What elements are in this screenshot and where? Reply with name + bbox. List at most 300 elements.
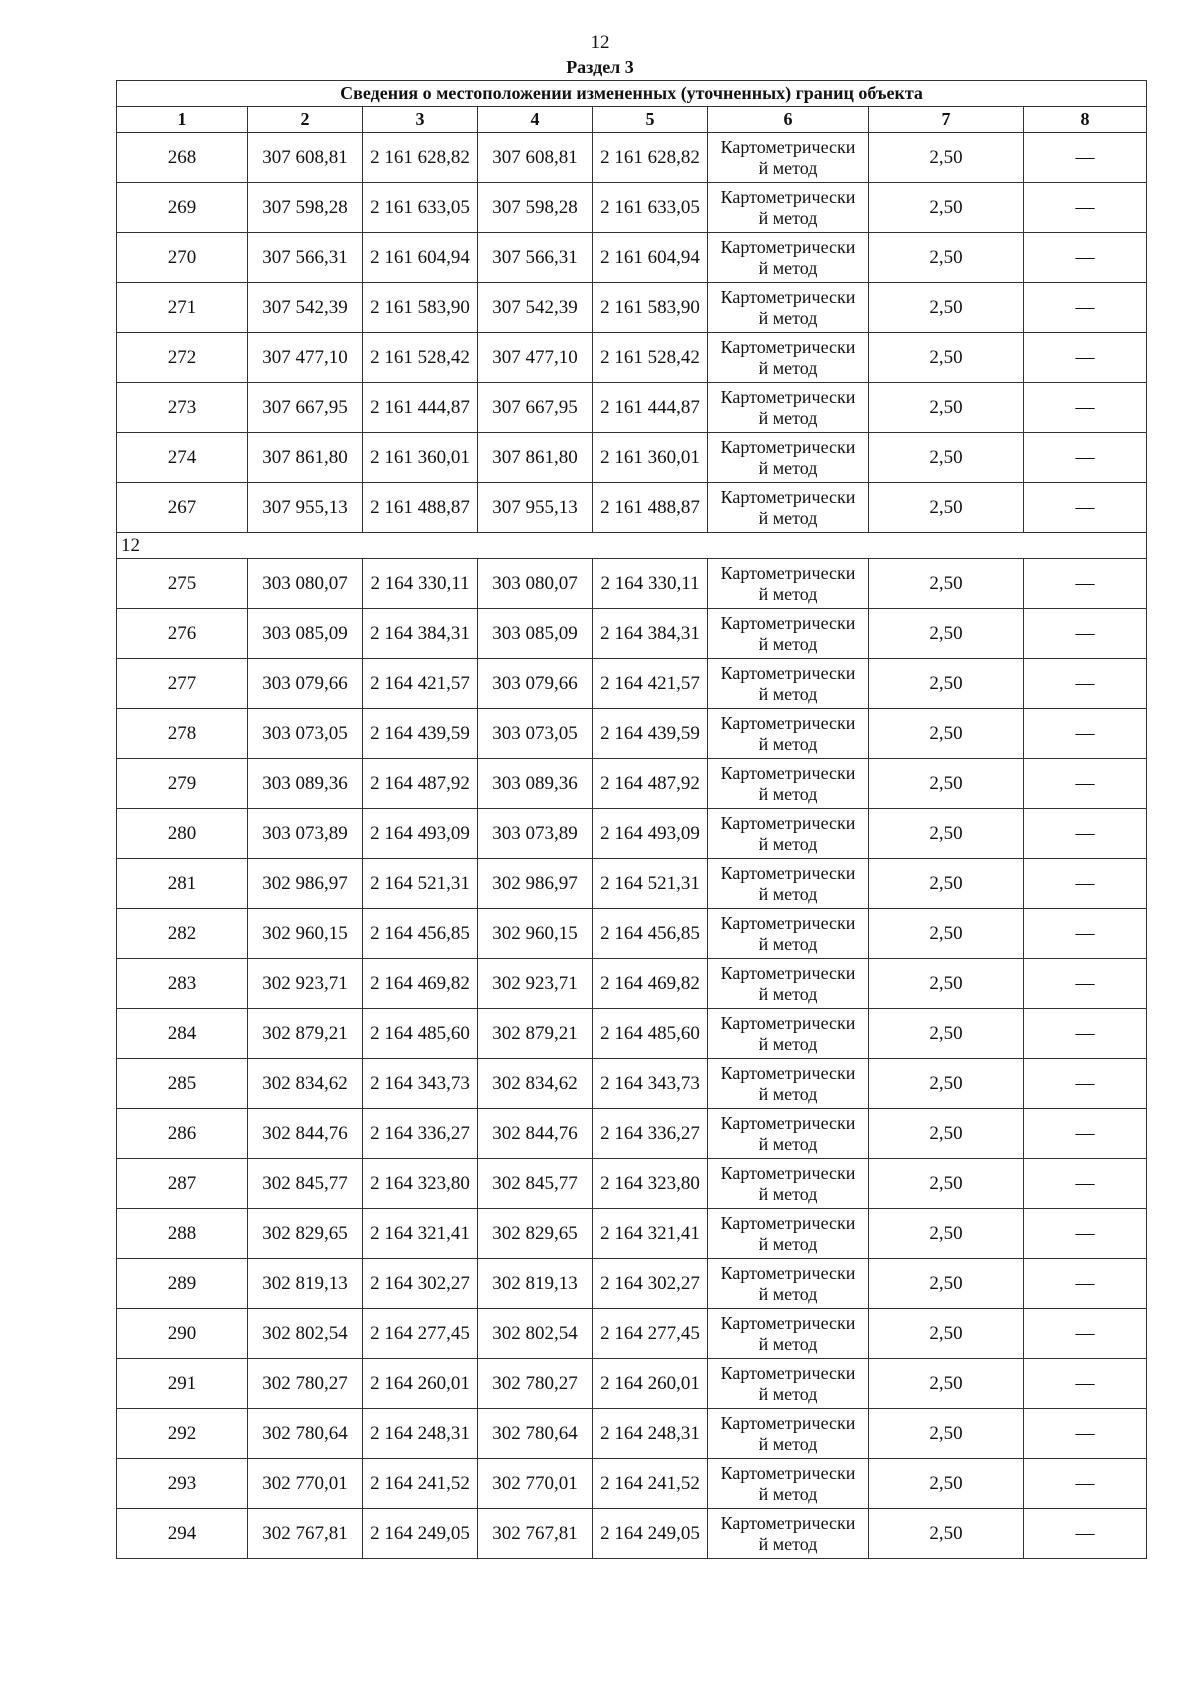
- y-new-cell: 2 164 321,41: [593, 1209, 708, 1259]
- x-new-cell: 302 879,21: [478, 1009, 593, 1059]
- y-old-cell: 2 161 488,87: [363, 483, 478, 533]
- accuracy-cell: 2,50: [869, 1459, 1024, 1509]
- x-new-cell: 307 598,28: [478, 183, 593, 233]
- method-cell: [708, 1009, 869, 1059]
- method-cell: [708, 333, 869, 383]
- point-number-cell: 270: [117, 233, 248, 283]
- method-cell: [708, 383, 869, 433]
- table-row: [117, 283, 1147, 333]
- method-cell: [708, 283, 869, 333]
- method-line: й метод: [758, 683, 818, 704]
- x-old-cell: 302 845,77: [248, 1159, 363, 1209]
- x-new-cell: 307 667,95: [478, 383, 593, 433]
- table-row: [117, 333, 1147, 383]
- x-new-cell: 302 923,71: [478, 959, 593, 1009]
- method-line: Картометрически: [720, 1412, 856, 1433]
- y-old-cell: 2 164 493,09: [363, 809, 478, 859]
- point-number-cell: 284: [117, 1009, 248, 1059]
- table-row: [117, 709, 1147, 759]
- method-line: й метод: [758, 1433, 818, 1454]
- y-new-cell: 2 164 336,27: [593, 1109, 708, 1159]
- y-old-cell: 2 164 302,27: [363, 1259, 478, 1309]
- y-old-cell: 2 164 485,60: [363, 1009, 478, 1059]
- accuracy-cell: 2,50: [869, 1409, 1024, 1459]
- method-cell: [708, 609, 869, 659]
- accuracy-cell: 2,50: [869, 1159, 1024, 1209]
- method-line: Картометрически: [720, 812, 856, 833]
- y-new-cell: 2 161 628,82: [593, 133, 708, 183]
- y-old-cell: 2 161 528,42: [363, 333, 478, 383]
- method-cell: [708, 1409, 869, 1459]
- method-line: Картометрически: [720, 186, 856, 207]
- table-row: [117, 1309, 1147, 1359]
- x-old-cell: 303 079,66: [248, 659, 363, 709]
- accuracy-cell: 2,50: [869, 1309, 1024, 1359]
- y-new-cell: 2 164 323,80: [593, 1159, 708, 1209]
- method-line: й метод: [758, 357, 818, 378]
- y-old-cell: 2 164 330,11: [363, 559, 478, 609]
- dash-cell: —: [1024, 283, 1147, 333]
- point-number-cell: 271: [117, 283, 248, 333]
- method-line: Картометрически: [720, 612, 856, 633]
- x-old-cell: 307 566,31: [248, 233, 363, 283]
- x-new-cell: 302 780,64: [478, 1409, 593, 1459]
- x-new-cell: 307 861,80: [478, 433, 593, 483]
- dash-cell: —: [1024, 959, 1147, 1009]
- table-row: [117, 233, 1147, 283]
- accuracy-cell: 2,50: [869, 133, 1024, 183]
- x-old-cell: 307 542,39: [248, 283, 363, 333]
- method-line: Картометрически: [720, 236, 856, 257]
- y-new-cell: 2 164 260,01: [593, 1359, 708, 1409]
- x-new-cell: 302 986,97: [478, 859, 593, 909]
- dash-cell: —: [1024, 709, 1147, 759]
- method-line: Картометрически: [720, 662, 856, 683]
- method-cell: [708, 659, 869, 709]
- method-line: Картометрически: [720, 712, 856, 733]
- accuracy-cell: 2,50: [869, 283, 1024, 333]
- x-old-cell: 302 802,54: [248, 1309, 363, 1359]
- method-line: й метод: [758, 783, 818, 804]
- y-old-cell: 2 164 321,41: [363, 1209, 478, 1259]
- column-header: 7: [869, 107, 1024, 133]
- table-row: [117, 1459, 1147, 1509]
- column-header: 5: [593, 107, 708, 133]
- dash-cell: —: [1024, 659, 1147, 709]
- table-row: [117, 809, 1147, 859]
- method-line: Картометрически: [720, 136, 856, 157]
- method-cell: [708, 859, 869, 909]
- method-line: й метод: [758, 207, 818, 228]
- y-new-cell: 2 164 521,31: [593, 859, 708, 909]
- column-header: 3: [363, 107, 478, 133]
- method-line: й метод: [758, 983, 818, 1004]
- y-old-cell: 2 164 260,01: [363, 1359, 478, 1409]
- x-new-cell: 302 844,76: [478, 1109, 593, 1159]
- section-title: Раздел 3: [566, 57, 634, 77]
- point-number-cell: 276: [117, 609, 248, 659]
- y-old-cell: 2 164 421,57: [363, 659, 478, 709]
- point-number-cell: 289: [117, 1259, 248, 1309]
- dash-cell: —: [1024, 809, 1147, 859]
- table-row: [117, 909, 1147, 959]
- method-line: Картометрически: [720, 1262, 856, 1283]
- y-new-cell: 2 164 469,82: [593, 959, 708, 1009]
- table-title-row: [117, 81, 1147, 107]
- method-cell: [708, 559, 869, 609]
- y-new-cell: 2 161 604,94: [593, 233, 708, 283]
- point-number-cell: 277: [117, 659, 248, 709]
- method-line: й метод: [758, 1383, 818, 1404]
- point-number-cell: 294: [117, 1509, 248, 1559]
- x-new-cell: 302 834,62: [478, 1059, 593, 1109]
- method-line: Картометрически: [720, 1112, 856, 1133]
- page-number: 12: [590, 32, 610, 53]
- method-line: й метод: [758, 733, 818, 754]
- x-old-cell: 302 819,13: [248, 1259, 363, 1309]
- group-label: 12: [117, 533, 1147, 559]
- method-line: й метод: [758, 457, 818, 478]
- point-number-cell: 285: [117, 1059, 248, 1109]
- method-line: Картометрически: [720, 1512, 856, 1533]
- table-row: [117, 483, 1147, 533]
- x-new-cell: 302 845,77: [478, 1159, 593, 1209]
- column-header: 4: [478, 107, 593, 133]
- y-new-cell: 2 164 485,60: [593, 1009, 708, 1059]
- method-cell: [708, 1359, 869, 1409]
- dash-cell: —: [1024, 1009, 1147, 1059]
- y-new-cell: 2 164 439,59: [593, 709, 708, 759]
- method-line: й метод: [758, 1083, 818, 1104]
- method-cell: [708, 233, 869, 283]
- x-old-cell: 302 780,64: [248, 1409, 363, 1459]
- dash-cell: —: [1024, 1209, 1147, 1259]
- point-number-cell: 273: [117, 383, 248, 433]
- method-cell: [708, 709, 869, 759]
- x-new-cell: 302 819,13: [478, 1259, 593, 1309]
- x-old-cell: 302 960,15: [248, 909, 363, 959]
- accuracy-cell: 2,50: [869, 233, 1024, 283]
- x-old-cell: 303 085,09: [248, 609, 363, 659]
- column-header: 2: [248, 107, 363, 133]
- method-line: й метод: [758, 583, 818, 604]
- point-number-cell: 283: [117, 959, 248, 1009]
- y-new-cell: 2 161 444,87: [593, 383, 708, 433]
- dash-cell: —: [1024, 1459, 1147, 1509]
- coordinates-table: [116, 80, 1147, 1559]
- point-number-cell: 290: [117, 1309, 248, 1359]
- x-old-cell: 302 923,71: [248, 959, 363, 1009]
- x-old-cell: 302 767,81: [248, 1509, 363, 1559]
- point-number-cell: 268: [117, 133, 248, 183]
- method-cell: [708, 183, 869, 233]
- y-old-cell: 2 161 604,94: [363, 233, 478, 283]
- x-new-cell: 307 477,10: [478, 333, 593, 383]
- method-cell: [708, 1459, 869, 1509]
- y-old-cell: 2 164 323,80: [363, 1159, 478, 1209]
- method-line: й метод: [758, 257, 818, 278]
- y-old-cell: 2 164 456,85: [363, 909, 478, 959]
- accuracy-cell: 2,50: [869, 1259, 1024, 1309]
- y-old-cell: 2 161 628,82: [363, 133, 478, 183]
- x-old-cell: 307 477,10: [248, 333, 363, 383]
- table-row: [117, 559, 1147, 609]
- y-new-cell: 2 164 456,85: [593, 909, 708, 959]
- x-new-cell: 303 089,36: [478, 759, 593, 809]
- point-number-cell: 274: [117, 433, 248, 483]
- x-new-cell: 302 780,27: [478, 1359, 593, 1409]
- method-line: й метод: [758, 633, 818, 654]
- x-new-cell: 307 955,13: [478, 483, 593, 533]
- method-line: й метод: [758, 1183, 818, 1204]
- method-line: Картометрически: [720, 486, 856, 507]
- point-number-cell: 293: [117, 1459, 248, 1509]
- point-number-cell: 275: [117, 559, 248, 609]
- accuracy-cell: 2,50: [869, 1359, 1024, 1409]
- table-row: [117, 1109, 1147, 1159]
- dash-cell: —: [1024, 1359, 1147, 1409]
- method-line: й метод: [758, 1533, 818, 1554]
- method-line: Картометрически: [720, 862, 856, 883]
- x-new-cell: 303 080,07: [478, 559, 593, 609]
- y-new-cell: 2 164 487,92: [593, 759, 708, 809]
- method-cell: [708, 1259, 869, 1309]
- method-line: й метод: [758, 883, 818, 904]
- point-number-cell: 287: [117, 1159, 248, 1209]
- point-number-cell: 286: [117, 1109, 248, 1159]
- accuracy-cell: 2,50: [869, 959, 1024, 1009]
- accuracy-cell: 2,50: [869, 759, 1024, 809]
- point-number-cell: 288: [117, 1209, 248, 1259]
- method-cell: [708, 1059, 869, 1109]
- table-row: [117, 183, 1147, 233]
- dash-cell: —: [1024, 1509, 1147, 1559]
- dash-cell: —: [1024, 1109, 1147, 1159]
- table-row: [117, 1259, 1147, 1309]
- method-line: й метод: [758, 507, 818, 528]
- method-line: Картометрически: [720, 562, 856, 583]
- y-new-cell: 2 164 277,45: [593, 1309, 708, 1359]
- point-number-cell: 280: [117, 809, 248, 859]
- y-old-cell: 2 161 360,01: [363, 433, 478, 483]
- accuracy-cell: 2,50: [869, 559, 1024, 609]
- column-header: 6: [708, 107, 869, 133]
- x-new-cell: 303 073,05: [478, 709, 593, 759]
- y-old-cell: 2 164 336,27: [363, 1109, 478, 1159]
- method-cell: [708, 1209, 869, 1259]
- accuracy-cell: 2,50: [869, 433, 1024, 483]
- x-new-cell: 303 073,89: [478, 809, 593, 859]
- dash-cell: —: [1024, 1159, 1147, 1209]
- method-line: Картометрически: [720, 1212, 856, 1233]
- point-number-cell: 272: [117, 333, 248, 383]
- x-old-cell: 303 080,07: [248, 559, 363, 609]
- method-cell: [708, 959, 869, 1009]
- y-old-cell: 2 161 633,05: [363, 183, 478, 233]
- column-header-row: [117, 107, 1147, 133]
- method-cell: [708, 1309, 869, 1359]
- method-line: й метод: [758, 1283, 818, 1304]
- table-row: [117, 1009, 1147, 1059]
- method-line: й метод: [758, 157, 818, 178]
- accuracy-cell: 2,50: [869, 1209, 1024, 1259]
- method-cell: [708, 1109, 869, 1159]
- y-new-cell: 2 164 343,73: [593, 1059, 708, 1109]
- method-cell: [708, 1509, 869, 1559]
- y-new-cell: 2 161 633,05: [593, 183, 708, 233]
- x-old-cell: 307 861,80: [248, 433, 363, 483]
- table-row: [117, 859, 1147, 909]
- table-row: [117, 1209, 1147, 1259]
- y-new-cell: 2 164 493,09: [593, 809, 708, 859]
- accuracy-cell: 2,50: [869, 709, 1024, 759]
- y-new-cell: 2 164 302,27: [593, 1259, 708, 1309]
- x-new-cell: 303 085,09: [478, 609, 593, 659]
- y-old-cell: 2 164 439,59: [363, 709, 478, 759]
- x-old-cell: 302 834,62: [248, 1059, 363, 1109]
- y-new-cell: 2 164 248,31: [593, 1409, 708, 1459]
- dash-cell: —: [1024, 333, 1147, 383]
- table-row: [117, 1359, 1147, 1409]
- y-old-cell: 2 164 249,05: [363, 1509, 478, 1559]
- dash-cell: —: [1024, 483, 1147, 533]
- table-title: Сведения о местоположении измененных (уточненных) границ объекта: [117, 81, 1147, 107]
- table-row: [117, 133, 1147, 183]
- x-old-cell: 303 073,89: [248, 809, 363, 859]
- dash-cell: —: [1024, 233, 1147, 283]
- point-number-cell: 269: [117, 183, 248, 233]
- method-line: й метод: [758, 833, 818, 854]
- method-cell: [708, 909, 869, 959]
- x-old-cell: 302 879,21: [248, 1009, 363, 1059]
- y-old-cell: 2 164 277,45: [363, 1309, 478, 1359]
- y-new-cell: 2 161 488,87: [593, 483, 708, 533]
- method-line: Картометрически: [720, 1362, 856, 1383]
- method-cell: [708, 433, 869, 483]
- x-new-cell: 307 542,39: [478, 283, 593, 333]
- method-line: Картометрически: [720, 1312, 856, 1333]
- method-line: Картометрически: [720, 1162, 856, 1183]
- accuracy-cell: 2,50: [869, 809, 1024, 859]
- accuracy-cell: 2,50: [869, 659, 1024, 709]
- y-old-cell: 2 164 521,31: [363, 859, 478, 909]
- accuracy-cell: 2,50: [869, 909, 1024, 959]
- method-line: й метод: [758, 1333, 818, 1354]
- method-cell: [708, 809, 869, 859]
- y-old-cell: 2 161 444,87: [363, 383, 478, 433]
- x-old-cell: 307 608,81: [248, 133, 363, 183]
- dash-cell: —: [1024, 909, 1147, 959]
- dash-cell: —: [1024, 383, 1147, 433]
- dash-cell: —: [1024, 1409, 1147, 1459]
- dash-cell: —: [1024, 133, 1147, 183]
- point-number-cell: 281: [117, 859, 248, 909]
- table-row: [117, 1059, 1147, 1109]
- x-new-cell: 302 770,01: [478, 1459, 593, 1509]
- x-old-cell: 302 829,65: [248, 1209, 363, 1259]
- method-cell: [708, 759, 869, 809]
- table-row: [117, 609, 1147, 659]
- table-row: [117, 759, 1147, 809]
- accuracy-cell: 2,50: [869, 859, 1024, 909]
- method-line: Картометрически: [720, 912, 856, 933]
- method-line: й метод: [758, 1033, 818, 1054]
- dash-cell: —: [1024, 1259, 1147, 1309]
- point-number-cell: 282: [117, 909, 248, 959]
- point-number-cell: 279: [117, 759, 248, 809]
- method-line: й метод: [758, 1133, 818, 1154]
- point-number-cell: 267: [117, 483, 248, 533]
- table-row: [117, 433, 1147, 483]
- method-line: Картометрически: [720, 1012, 856, 1033]
- column-header: 8: [1024, 107, 1147, 133]
- method-line: Картометрически: [720, 336, 856, 357]
- dash-cell: —: [1024, 559, 1147, 609]
- point-number-cell: 278: [117, 709, 248, 759]
- y-new-cell: 2 164 384,31: [593, 609, 708, 659]
- y-new-cell: 2 161 528,42: [593, 333, 708, 383]
- point-number-cell: 291: [117, 1359, 248, 1409]
- x-old-cell: 303 073,05: [248, 709, 363, 759]
- x-old-cell: 307 955,13: [248, 483, 363, 533]
- x-new-cell: 303 079,66: [478, 659, 593, 709]
- accuracy-cell: 2,50: [869, 383, 1024, 433]
- y-new-cell: 2 164 330,11: [593, 559, 708, 609]
- x-new-cell: 302 960,15: [478, 909, 593, 959]
- x-new-cell: 302 829,65: [478, 1209, 593, 1259]
- method-line: Картометрически: [720, 962, 856, 983]
- x-old-cell: 307 598,28: [248, 183, 363, 233]
- method-line: Картометрически: [720, 436, 856, 457]
- y-new-cell: 2 164 421,57: [593, 659, 708, 709]
- method-cell: [708, 1159, 869, 1209]
- method-line: Картометрически: [720, 286, 856, 307]
- accuracy-cell: 2,50: [869, 333, 1024, 383]
- accuracy-cell: 2,50: [869, 1509, 1024, 1559]
- method-line: й метод: [758, 1233, 818, 1254]
- x-old-cell: 307 667,95: [248, 383, 363, 433]
- method-line: й метод: [758, 1483, 818, 1504]
- method-line: й метод: [758, 407, 818, 428]
- y-new-cell: 2 164 241,52: [593, 1459, 708, 1509]
- accuracy-cell: 2,50: [869, 1109, 1024, 1159]
- dash-cell: —: [1024, 859, 1147, 909]
- x-old-cell: 302 780,27: [248, 1359, 363, 1409]
- group-row: [117, 533, 1147, 559]
- y-old-cell: 2 164 384,31: [363, 609, 478, 659]
- accuracy-cell: 2,50: [869, 183, 1024, 233]
- y-old-cell: 2 164 469,82: [363, 959, 478, 1009]
- x-new-cell: 307 566,31: [478, 233, 593, 283]
- dash-cell: —: [1024, 183, 1147, 233]
- method-line: й метод: [758, 307, 818, 328]
- y-old-cell: 2 161 583,90: [363, 283, 478, 333]
- x-new-cell: 302 767,81: [478, 1509, 593, 1559]
- y-old-cell: 2 164 241,52: [363, 1459, 478, 1509]
- y-new-cell: 2 161 360,01: [593, 433, 708, 483]
- dash-cell: —: [1024, 433, 1147, 483]
- table-row: [117, 383, 1147, 433]
- table-row: [117, 659, 1147, 709]
- x-old-cell: 302 844,76: [248, 1109, 363, 1159]
- table-row: [117, 1509, 1147, 1559]
- y-new-cell: 2 164 249,05: [593, 1509, 708, 1559]
- dash-cell: —: [1024, 1059, 1147, 1109]
- dash-cell: —: [1024, 609, 1147, 659]
- accuracy-cell: 2,50: [869, 483, 1024, 533]
- table-row: [117, 959, 1147, 1009]
- accuracy-cell: 2,50: [869, 1059, 1024, 1109]
